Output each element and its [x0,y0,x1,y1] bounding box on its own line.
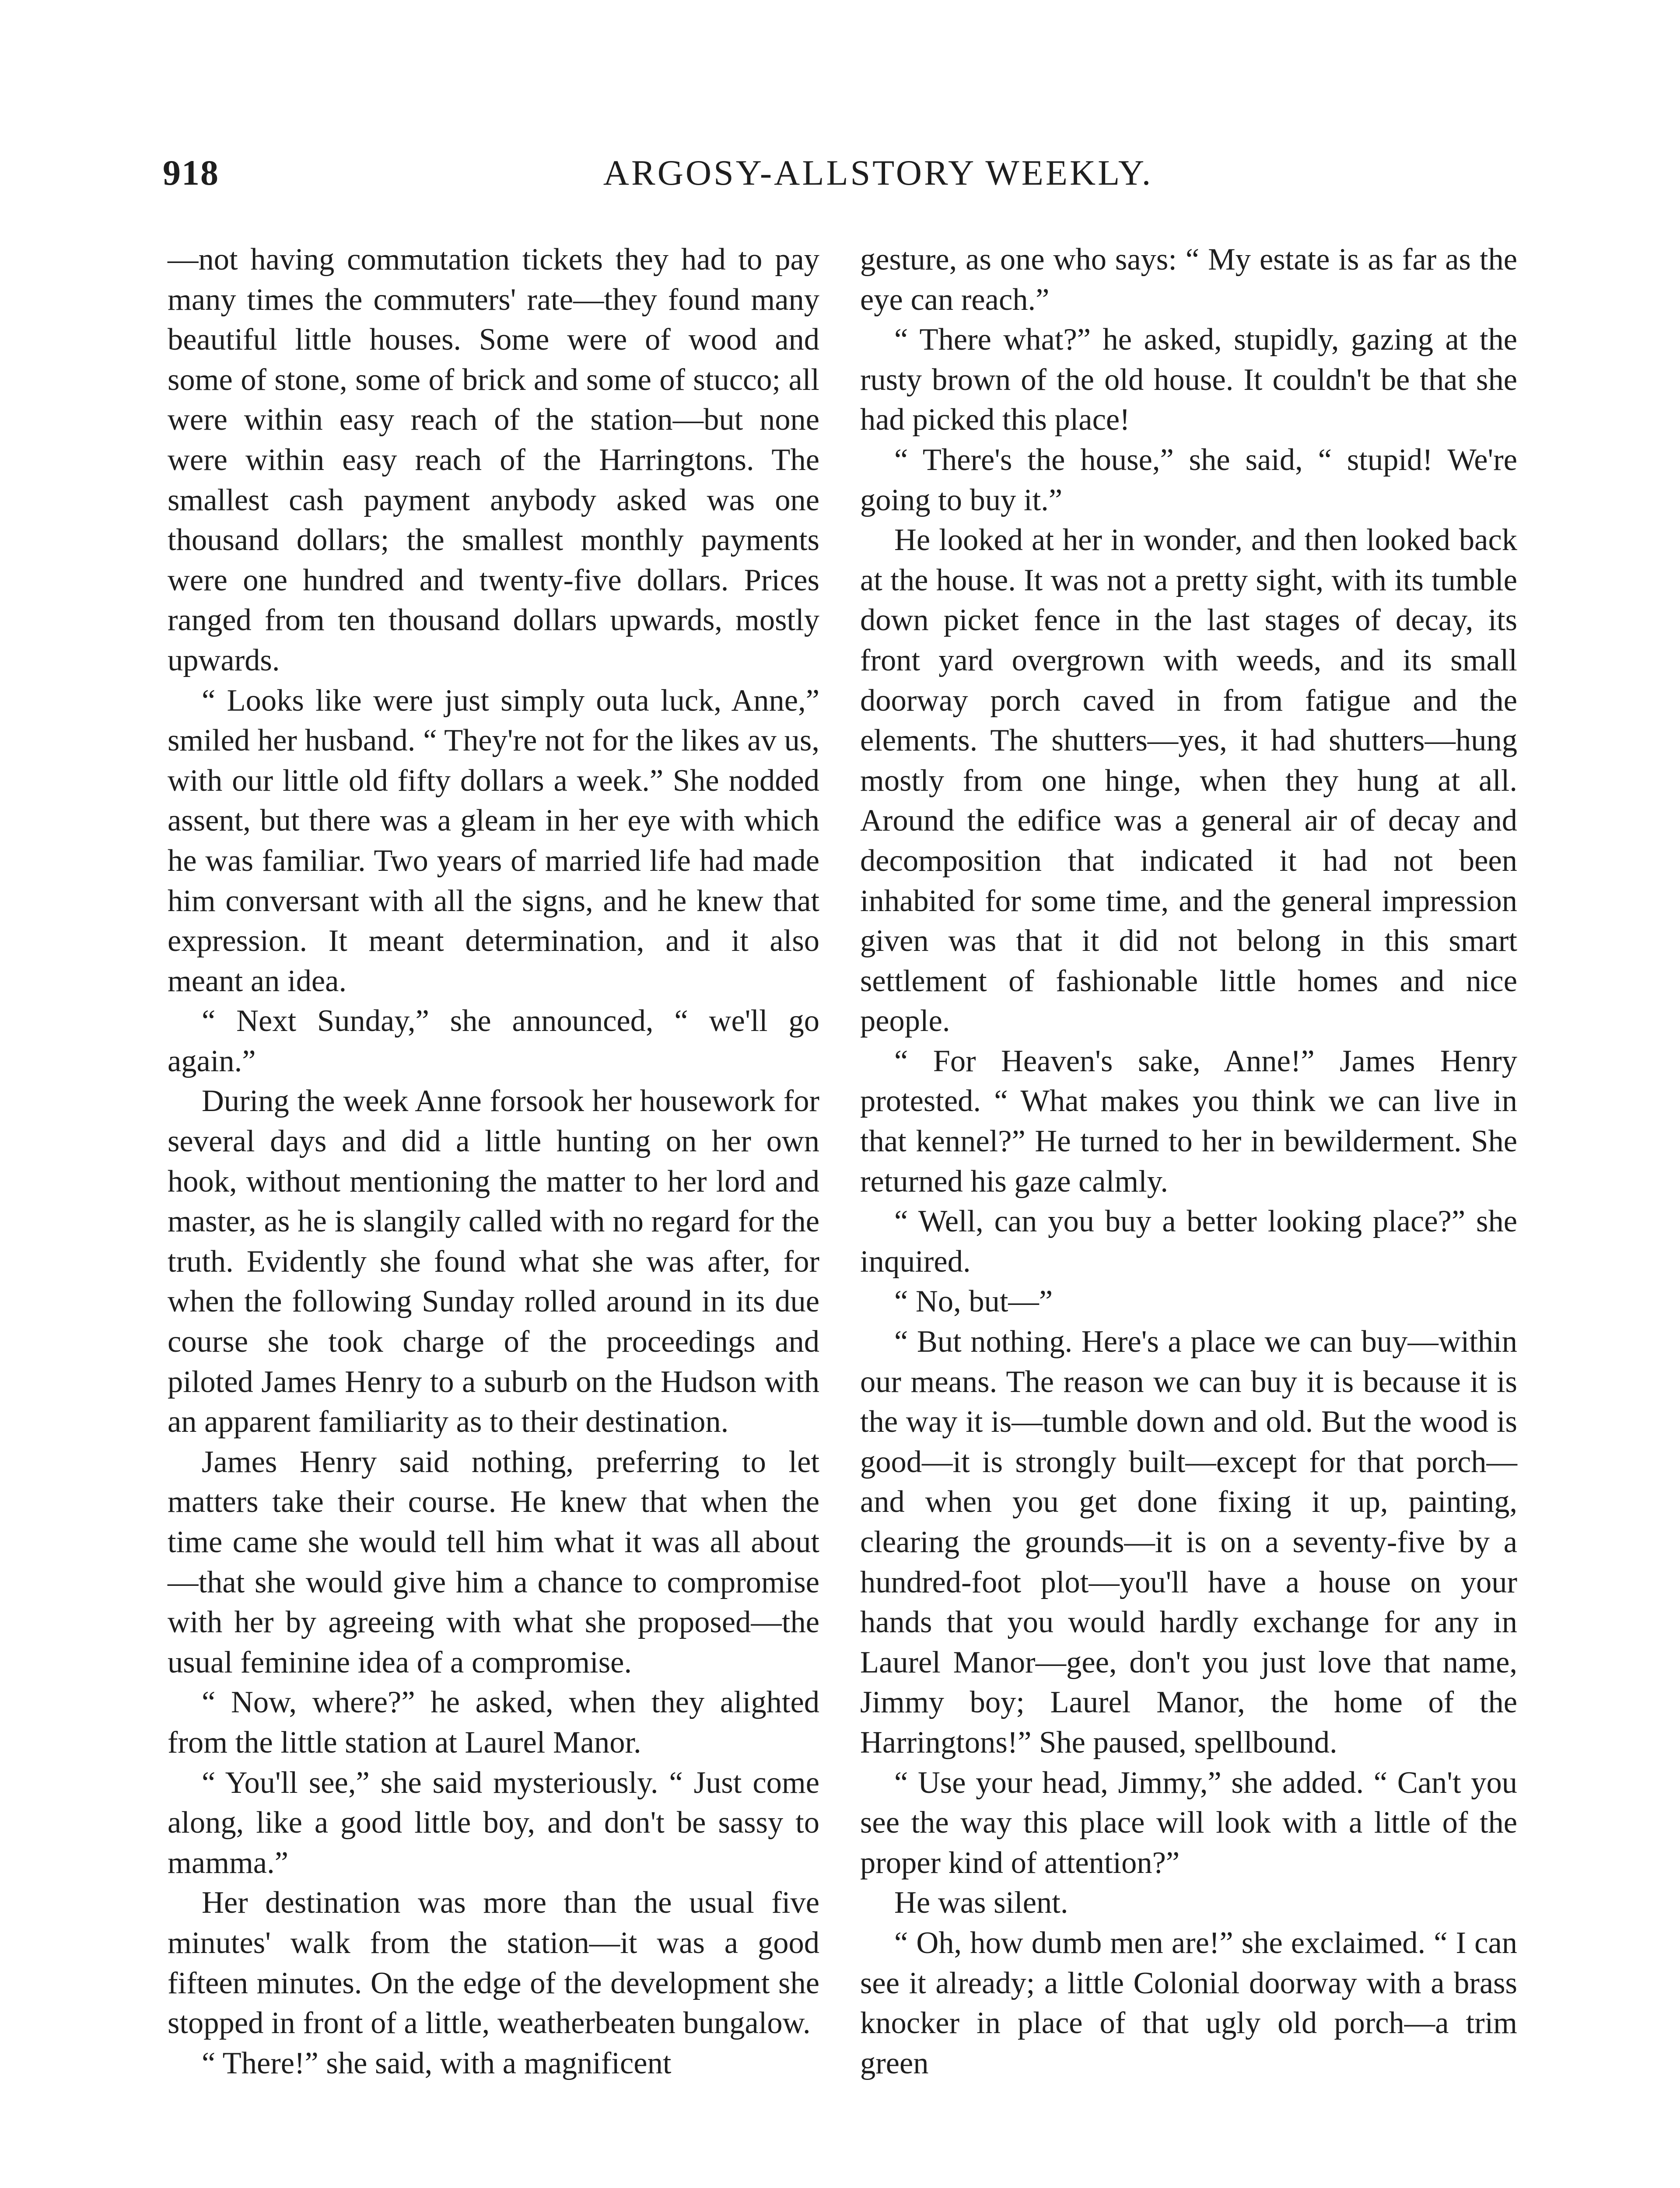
paragraph: He looked at her in wonder, and then looked back at the house. It was not a pretty sight, with its tumble down picket fence in the last stages of decay, its front yard overgrown with weeds, and its small doorway porch caved in from fatigue and the elements. The shutters—yes, it had shutters—hung mostly from one hinge, when they hung at all. Around the edifice was a general air of decay and decomposition that indicated it had not been inhabited for some time, and the general impression given was that it did not belong in this smart settlement of fashionable little homes and nice people. [860,523,1517,1038]
right-column [860,240,1517,2083]
paragraph: “ But nothing. Here's a place we can buy—within our means. The reason we can buy it is because it is the way it is—tumble down and old. But the wood is good—it is strongly built—except for that porch—and when you get done fixing it up, painting, clearing the grounds—it is on a seventy-five by a hundred-foot plot—you'll have a house on your hands that you would hardly exchange for any in Laurel Manor—gee, don't you just love that name, Jimmy boy; Laurel Manor, the home of the Harringtons!” She paused, spellbound. [860,1325,1517,1760]
left-column [168,240,819,2083]
paragraph: Her destination was more than the usual five minutes' walk from the station—it was a good fifteen minutes. On the edge of the development she stopped in front of a little, weatherbeaten bungalow. [168,1886,819,2041]
paragraph: “ Next Sunday,” she announced, “ we'll go again.” [168,1004,819,1078]
paragraph: “ No, but—” [894,1284,1053,1319]
paragraph: “ There's the house,” she said, “ stupid! We're going to buy it.” [860,442,1517,517]
running-head-title: ARGOSY-ALLSTORY WEEKLY. [603,153,1153,193]
paragraph: “ Looks like were just simply outa luck, Anne,” smiled her husband. “ They're not for the likes av us, with our little old fifty dollars a week.” She nodded assent, but there was a gleam in her eye with which he was familiar. Two years of married life had made him conversant with all the signs, and he knew that expression. It meant determination, and it also meant an idea. [168,683,819,998]
paragraph: “ For Heaven's sake, Anne!” James Henry protested. “ What makes you think we can live in that kennel?” He turned to her in bewilderment. She returned his gaze calmly. [860,1044,1517,1199]
paragraph: “ Now, where?” he asked, when they alighted from the little station at Laurel Manor. [168,1685,819,1760]
paragraph: —not having commutation tickets they had to pay many times the commuters' rate—they found many beautiful little houses. Some were of wood and some of stone, some of brick and some of stucco; all were within easy reach of the station—but none were within easy reach of the Harringtons. The smallest cash payment anybody asked was one thousand dollars; the smallest monthly payments were one hundred and twenty-five dollars. Prices ranged from ten thousand dollars upwards, mostly upwards. [168,242,819,677]
paragraph: “ There what?” he asked, stupidly, gazing at the rusty brown of the old house. It couldn't be that she had picked this place! [860,323,1517,437]
page-number: 918 [163,153,219,193]
paragraph: During the week Anne forsook her housework for several days and did a little hunting on her own hook, without mentioning the matter to her lord and master, as he is slangily called with no regard for the truth. Evidently she found what she was after, for when the following Sunday rolled around in its due course she took charge of the proceedings and piloted James Henry to a suburb on the Hudson with an apparent familiarity as to their destination. [168,1084,819,1439]
page-header [163,152,1532,200]
paragraph: “ You'll see,” she said mysteriously. “ Just come along, like a good little boy, and don't be sassy to mamma.” [168,1765,819,1880]
paragraph: “ Use your head, Jimmy,” she added. “ Can't you see the way this place will look with a little of the proper kind of attention?” [860,1765,1517,1880]
paragraph: “ Well, can you buy a better looking place?” she inquired. [860,1204,1517,1279]
paragraph: gesture, as one who says: “ My estate is as far as the eye can reach.” [860,242,1517,317]
paragraph: “ There!” she said, with a magnificent [202,2046,672,2080]
paragraph: “ Oh, how dumb men are!” she exclaimed. “ I can see it already; a little Colonial doorway with a brass knocker in place of that ugly old porch—a trim green [860,1925,1517,2080]
paragraph: He was silent. [894,1886,1068,1920]
paragraph: James Henry said nothing, preferring to let matters take their course. He knew that when the time came she would tell him what it was all about—that she would give him a chance to compromise with her by agreeing with what she proposed—the usual feminine idea of a compromise. [168,1445,819,1680]
